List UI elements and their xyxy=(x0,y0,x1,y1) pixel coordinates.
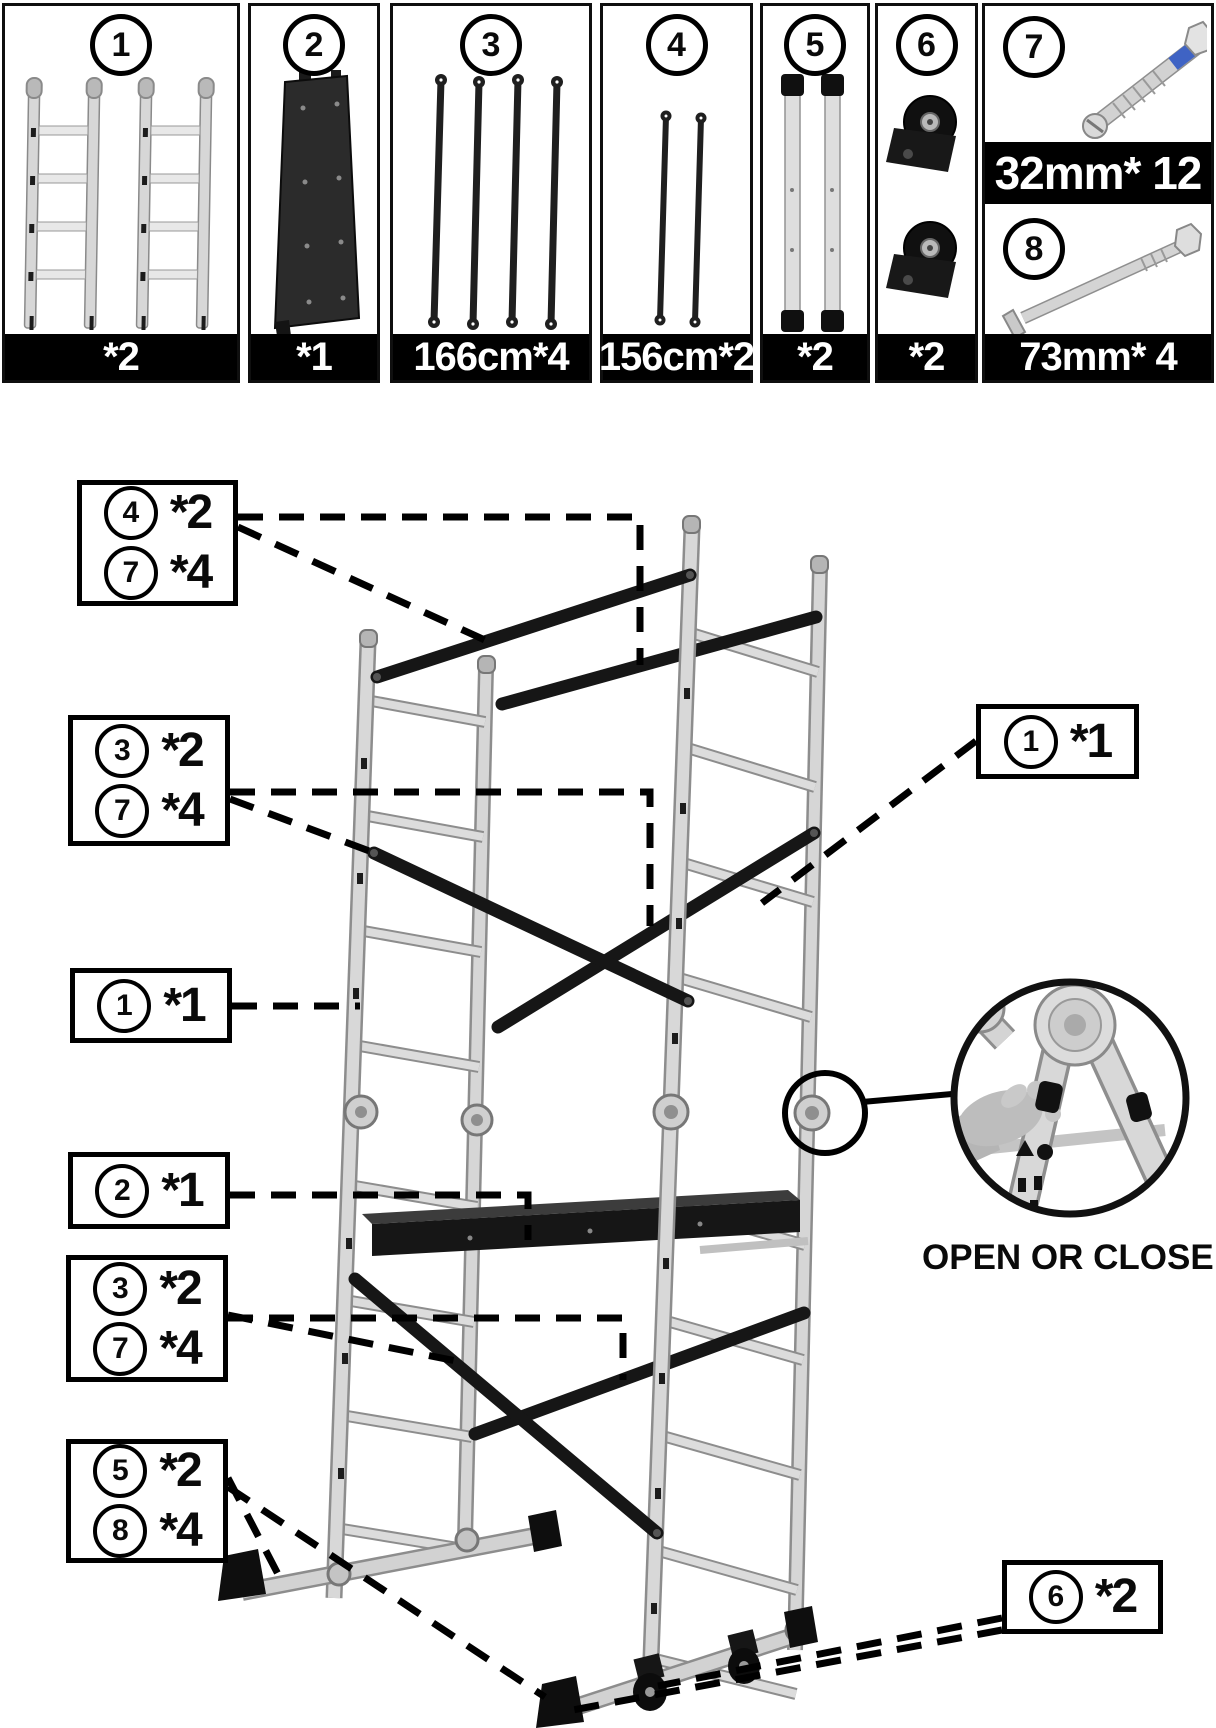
long-cross-bars-icon xyxy=(393,70,589,338)
ladder-sections-icon xyxy=(5,70,237,338)
part-panel-4 xyxy=(600,3,753,383)
part-ref-badge: 4 xyxy=(104,486,158,540)
part-panel-3 xyxy=(390,3,592,383)
part-number-badge: 7 xyxy=(1003,16,1065,78)
part-ref-badge: 8 xyxy=(93,1504,147,1558)
part-ref-badge: 3 xyxy=(95,724,149,778)
lens-connector-line xyxy=(862,1094,952,1102)
leader-upper-brace-b xyxy=(230,799,372,852)
callout-casters xyxy=(1002,1560,1163,1634)
part-qty-label: *2 xyxy=(5,334,237,380)
part-panel-5 xyxy=(760,3,870,383)
part-qty-label: 32mm* 12 xyxy=(985,142,1211,204)
part-panel-6 xyxy=(875,3,978,383)
part-ref-qty: *2 xyxy=(159,1444,201,1497)
ladder-rails xyxy=(465,568,820,1650)
cross-bars-rear xyxy=(475,617,816,1434)
part-ref-qty: *2 xyxy=(161,723,203,777)
caster-wheels-icon xyxy=(878,70,975,338)
callout-top-bars xyxy=(77,480,238,606)
part-ref-badge: 5 xyxy=(93,1444,147,1498)
part-ref-qty: *1 xyxy=(163,978,205,1032)
part-ref-qty: *4 xyxy=(159,1504,201,1557)
part-number-badge: 1 xyxy=(90,14,152,76)
hinge-detail-lens xyxy=(930,982,1186,1215)
callout-right-ladder xyxy=(976,704,1139,779)
part-qty-label: 166cm*4 xyxy=(393,334,589,380)
part-qty-label: 156cm*2 xyxy=(598,334,755,379)
part-ref-badge: 6 xyxy=(1029,1570,1083,1624)
part-number-badge: 8 xyxy=(1003,218,1065,280)
part-panel-2 xyxy=(248,3,380,383)
part-panel-7-8 xyxy=(982,3,1214,383)
part-ref-badge: 1 xyxy=(97,979,151,1033)
leader-right-ladder xyxy=(762,741,976,903)
part-ref-badge: 3 xyxy=(93,1262,147,1316)
callout-lower-brace xyxy=(66,1255,228,1382)
short-bolt-icon xyxy=(1047,10,1207,140)
platform-board-icon xyxy=(251,70,377,338)
callout-left-ladder xyxy=(70,968,232,1043)
part-ref-qty: *1 xyxy=(1069,714,1112,768)
part-ref-qty: *2 xyxy=(159,1261,201,1315)
leader-upper-brace-a xyxy=(230,792,650,926)
part-qty-label: 73mm* 4 xyxy=(985,334,1211,380)
part-number-badge: 3 xyxy=(460,14,522,76)
part-ref-badge: 7 xyxy=(95,784,149,838)
part-number-badge: 5 xyxy=(784,14,846,76)
part-ref-badge: 1 xyxy=(1004,715,1058,769)
part-ref-badge: 2 xyxy=(95,1164,149,1218)
callout-platform xyxy=(68,1152,230,1229)
stabilizer-bars-icon xyxy=(763,70,867,338)
part-qty-label: *2 xyxy=(878,334,975,380)
short-cross-bars-icon xyxy=(603,70,750,338)
callout-upper-brace xyxy=(68,715,230,846)
part-number-badge: 4 xyxy=(646,14,708,76)
part-ref-qty: *1 xyxy=(161,1163,203,1217)
part-ref-qty: *2 xyxy=(1094,1570,1137,1623)
part-ref-badge: 7 xyxy=(104,546,158,600)
part-ref-qty: *2 xyxy=(169,486,212,539)
part-ref-qty: *4 xyxy=(159,1321,201,1375)
part-qty-label: *2 xyxy=(763,334,867,380)
callout-base-bars xyxy=(66,1439,228,1563)
open-or-close-caption: OPEN OR CLOSE xyxy=(922,1238,1214,1277)
part-ref-badge: 7 xyxy=(93,1322,147,1376)
hinge-knobs xyxy=(345,1095,829,1135)
part-ref-qty: *4 xyxy=(169,546,212,599)
leader-top-bars-b xyxy=(238,527,487,641)
part-number-badge: 2 xyxy=(283,14,345,76)
part-ref-qty: *4 xyxy=(161,783,203,837)
leader-casters-a xyxy=(658,1618,1002,1686)
part-number-badge: 6 xyxy=(896,14,958,76)
rail-holes xyxy=(338,688,690,1614)
base-bars xyxy=(242,1529,808,1712)
part-panel-1 xyxy=(2,3,240,383)
part-qty-label: *1 xyxy=(251,334,377,380)
leader-top-bars-a xyxy=(238,517,640,665)
